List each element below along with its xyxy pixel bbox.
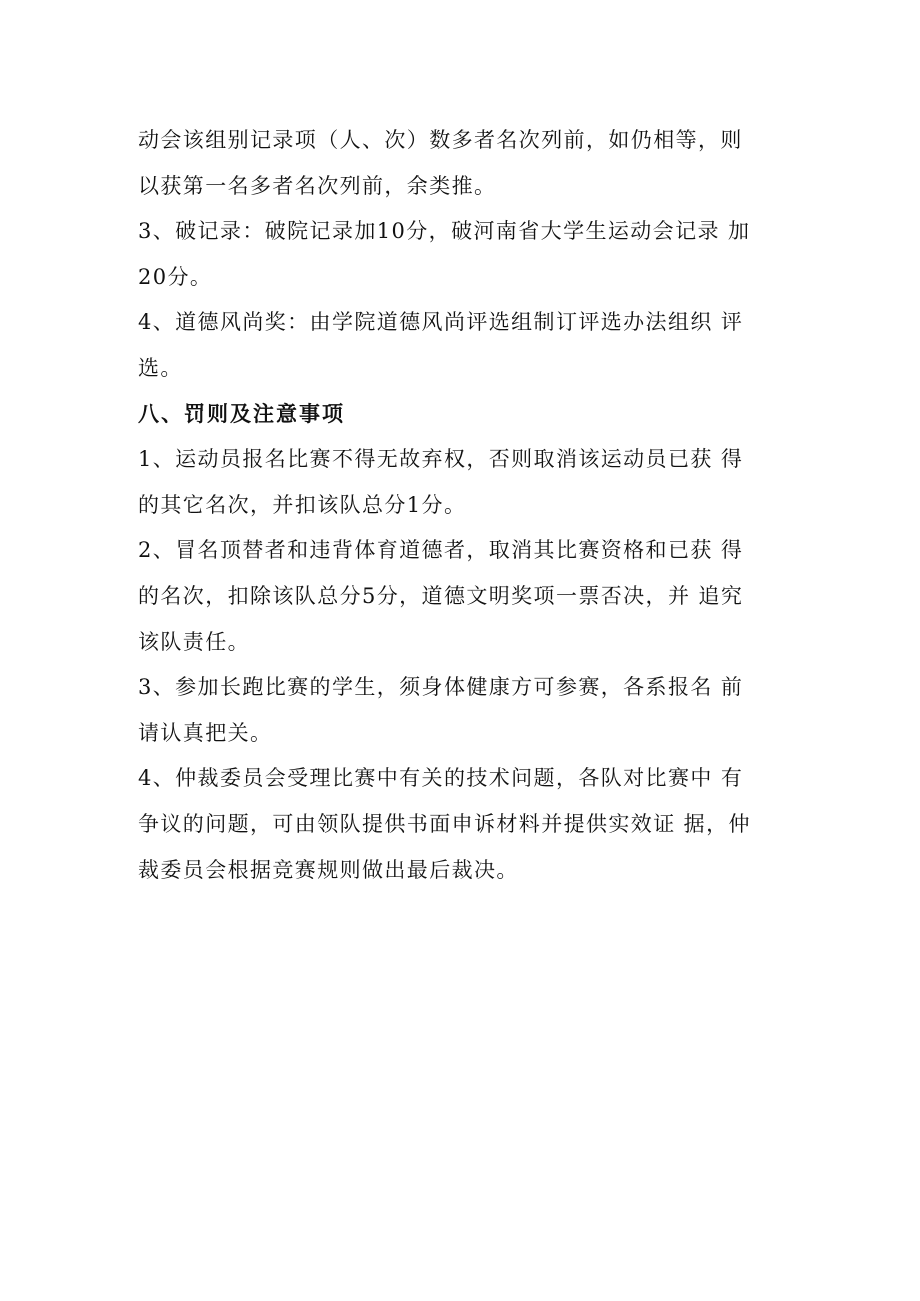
text-line-penalty-2-end: 该队责任。 bbox=[138, 629, 250, 654]
text-line-penalty-2: 2、冒名顶替者和违背体育道德者，取消其比赛资格和已获 得 bbox=[138, 538, 744, 563]
text-line-penalty-3: 3、参加长跑比赛的学生，须身体健康方可参赛，各系报名 前 bbox=[138, 675, 744, 700]
text-line-record-bonus: 3、破记录：破院记录加10分，破河南省大学生运动会记录 加 bbox=[138, 219, 751, 244]
document-body bbox=[138, 118, 778, 893]
text-line-penalty-1: 1、运动员报名比赛不得无故弃权，否则取消该运动员已获 得 bbox=[138, 447, 744, 472]
text-line-penalty-4-cont: 争议的问题，可由领队提供书面申诉材料并提供实效证 据，仲 bbox=[138, 811, 751, 836]
text-line-penalty-1-cont: 的其它名次，并扣该队总分1分。 bbox=[138, 492, 467, 517]
text-line-record-bonus-cont: 20分。 bbox=[138, 264, 213, 289]
text-line-ranking-rule: 动会该组别记录项（人、次）数多者名次列前，如仍相等，则 bbox=[138, 128, 743, 152]
text-line-penalty-4: 4、仲裁委员会受理比赛中有关的技术问题，各队对比赛中 有 bbox=[138, 766, 744, 791]
text-line-penalty-3-cont: 请认真把关。 bbox=[138, 720, 273, 745]
text-line-ethics-award-cont: 选。 bbox=[138, 355, 183, 380]
text-line-penalty-2-cont: 的名次，扣除该队总分5分，道德文明奖项一票否决，并 追究 bbox=[138, 583, 744, 608]
text-line-penalty-4-end: 裁委员会根据竞赛规则做出最后裁决。 bbox=[138, 857, 519, 882]
text-line-ranking-rule-cont: 以获第一名多者名次列前，余类推。 bbox=[138, 173, 497, 198]
section-heading-penalties: 八、罚则及注意事项 bbox=[138, 401, 345, 426]
text-line-ethics-award: 4、道德风尚奖：由学院道德风尚评选组制订评选办法组织 评 bbox=[138, 310, 744, 335]
